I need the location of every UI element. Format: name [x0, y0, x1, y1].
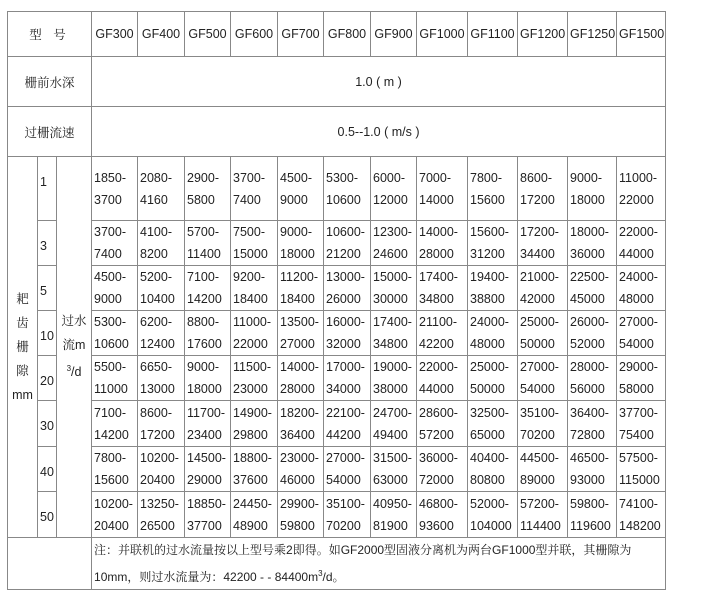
- flow-range-cell: 5500- 11000: [92, 356, 138, 401]
- flow-range-cell: 44500- 89000: [518, 447, 568, 492]
- flow-range-cell: 3700- 7400: [231, 157, 278, 221]
- flow-range-cell: 9200- 18400: [231, 266, 278, 311]
- flow-row: [8, 401, 666, 447]
- flow-range-cell: 25000- 50000: [468, 356, 518, 401]
- model-name: GF700: [278, 12, 324, 57]
- flow-range-cell: 2900- 5800: [185, 157, 231, 221]
- flow-range-cell: 32500- 65000: [468, 401, 518, 447]
- flow-range-cell: 22000- 44000: [417, 356, 468, 401]
- flow-range-cell: 46500- 93000: [568, 447, 617, 492]
- flow-range-cell: 57500- 115000: [617, 447, 666, 492]
- model-name: GF1200: [518, 12, 568, 57]
- flow-row: [8, 221, 666, 266]
- flow-range-cell: 10600- 21200: [324, 221, 371, 266]
- flow-range-cell: 23000- 46000: [278, 447, 324, 492]
- velocity-row: [8, 107, 666, 157]
- depth-value: 1.0 ( m ): [92, 57, 666, 107]
- flow-range-cell: 5300- 10600: [324, 157, 371, 221]
- flow-range-cell: 7100- 14200: [185, 266, 231, 311]
- flow-range-cell: 9000- 18000: [568, 157, 617, 221]
- flow-range-cell: 37700- 75400: [617, 401, 666, 447]
- flow-range-cell: 13500- 27000: [278, 311, 324, 356]
- flow-range-cell: 52000- 104000: [468, 492, 518, 538]
- flow-range-cell: 59800- 119600: [568, 492, 617, 538]
- gap-axis-label: 耙齿栅隙mm: [8, 157, 38, 538]
- flow-range-cell: 8800- 17600: [185, 311, 231, 356]
- model-name: GF800: [324, 12, 371, 57]
- flow-range-cell: 7500- 15000: [231, 221, 278, 266]
- flow-range-cell: 11500- 23000: [231, 356, 278, 401]
- flow-range-cell: 40950- 81900: [371, 492, 417, 538]
- flow-range-cell: 28000- 56000: [568, 356, 617, 401]
- flow-range-cell: 13250- 26500: [138, 492, 185, 538]
- velocity-label: 过栅流速: [8, 107, 92, 157]
- footnote-superscript: 3: [318, 569, 323, 578]
- flow-row: [8, 492, 666, 538]
- flow-range-cell: 14000- 28000: [278, 356, 324, 401]
- flow-range-cell: 4100- 8200: [138, 221, 185, 266]
- flow-row: [8, 157, 666, 221]
- footnote: [92, 538, 666, 590]
- flow-range-cell: 14500- 29000: [185, 447, 231, 492]
- flow-range-cell: 19400- 38800: [468, 266, 518, 311]
- model-header-label: 型 号: [8, 12, 92, 57]
- flow-range-cell: 4500- 9000: [278, 157, 324, 221]
- flow-range-cell: 7800- 15600: [92, 447, 138, 492]
- flow-range-cell: 16000- 32000: [324, 311, 371, 356]
- flow-range-cell: 6650- 13000: [138, 356, 185, 401]
- flow-range-cell: 9000- 18000: [185, 356, 231, 401]
- flow-range-cell: 1850- 3700: [92, 157, 138, 221]
- depth-label: 栅前水深: [8, 57, 92, 107]
- flow-range-cell: 24000- 48000: [617, 266, 666, 311]
- flow-range-cell: 9000- 18000: [278, 221, 324, 266]
- flow-range-cell: 22000- 44000: [617, 221, 666, 266]
- flow-range-cell: 5300- 10600: [92, 311, 138, 356]
- model-name: GF400: [138, 12, 185, 57]
- flow-range-cell: 24000- 48000: [468, 311, 518, 356]
- flow-range-cell: 10200- 20400: [92, 492, 138, 538]
- gap-value: 5: [38, 266, 57, 311]
- model-name: GF1000: [417, 12, 468, 57]
- model-name: GF300: [92, 12, 138, 57]
- gap-value: 50: [38, 492, 57, 538]
- flow-range-cell: 46800- 93600: [417, 492, 468, 538]
- flow-range-cell: 3700- 7400: [92, 221, 138, 266]
- flow-range-cell: 24450- 48900: [231, 492, 278, 538]
- flow-range-cell: 18850- 37700: [185, 492, 231, 538]
- flow-range-cell: 29900- 59800: [278, 492, 324, 538]
- flow-range-cell: 10200- 20400: [138, 447, 185, 492]
- flow-range-cell: 6000- 12000: [371, 157, 417, 221]
- flow-range-cell: 17000- 34000: [324, 356, 371, 401]
- flow-range-cell: 18000- 36000: [568, 221, 617, 266]
- footnote-text: 注：并联机的过水流量按以上型号乘2即得。如GF2000型固液分离机为两台GF1000型并联，其栅隙为10mm，则过水流量为：42200 - - 84400m: [94, 543, 632, 584]
- flow-range-cell: 19000- 38000: [371, 356, 417, 401]
- flow-range-cell: 18200- 36400: [278, 401, 324, 447]
- flow-row: [8, 447, 666, 492]
- flow-axis-label: [57, 157, 92, 538]
- depth-row: [8, 57, 666, 107]
- flow-range-cell: 17200- 34400: [518, 221, 568, 266]
- gap-value: 3: [38, 221, 57, 266]
- spec-table: [7, 11, 666, 590]
- flow-range-cell: 27000- 54000: [518, 356, 568, 401]
- flow-range-cell: 22100- 44200: [324, 401, 371, 447]
- flow-row: [8, 266, 666, 311]
- flow-unit-rest: /d: [71, 365, 82, 380]
- model-name: GF1250: [568, 12, 617, 57]
- flow-range-cell: 15000- 30000: [371, 266, 417, 311]
- flow-unit-superscript: 3: [66, 364, 72, 374]
- model-name: GF600: [231, 12, 278, 57]
- flow-range-cell: 5700- 11400: [185, 221, 231, 266]
- flow-range-cell: 25000- 50000: [518, 311, 568, 356]
- flow-range-cell: 2080- 4160: [138, 157, 185, 221]
- flow-range-cell: 15600- 31200: [468, 221, 518, 266]
- velocity-value: 0.5--1.0 ( m/s ): [92, 107, 666, 157]
- flow-range-cell: 7800- 15600: [468, 157, 518, 221]
- flow-range-cell: 40400- 80800: [468, 447, 518, 492]
- flow-range-cell: 13000- 26000: [324, 266, 371, 311]
- gap-value: 40: [38, 447, 57, 492]
- flow-range-cell: 7100- 14200: [92, 401, 138, 447]
- flow-range-cell: 27000- 54000: [324, 447, 371, 492]
- note-spacer: [8, 538, 92, 590]
- flow-range-cell: 4500- 9000: [92, 266, 138, 311]
- flow-range-cell: 57200- 114400: [518, 492, 568, 538]
- flow-range-cell: 31500- 63000: [371, 447, 417, 492]
- flow-range-cell: 36000- 72000: [417, 447, 468, 492]
- flow-range-cell: 24700- 49400: [371, 401, 417, 447]
- flow-range-cell: 27000- 54000: [617, 311, 666, 356]
- flow-range-cell: 11000- 22000: [231, 311, 278, 356]
- flow-range-cell: 74100- 148200: [617, 492, 666, 538]
- model-name: GF1500: [617, 12, 666, 57]
- flow-range-cell: 29000- 58000: [617, 356, 666, 401]
- footnote-tail: /d。: [322, 570, 345, 584]
- model-name: GF900: [371, 12, 417, 57]
- flow-label-text: 过水流m: [61, 314, 87, 353]
- model-name: GF1100: [468, 12, 518, 57]
- flow-range-cell: 28600- 57200: [417, 401, 468, 447]
- flow-range-cell: 21100- 42200: [417, 311, 468, 356]
- flow-range-cell: 11000- 22000: [617, 157, 666, 221]
- flow-range-cell: 7000- 14000: [417, 157, 468, 221]
- flow-range-cell: 8600- 17200: [138, 401, 185, 447]
- gap-value: 1: [38, 157, 57, 221]
- note-row: [8, 538, 666, 590]
- model-name: GF500: [185, 12, 231, 57]
- flow-range-cell: 35100- 70200: [518, 401, 568, 447]
- flow-range-cell: 18800- 37600: [231, 447, 278, 492]
- gap-value: 10: [38, 311, 57, 356]
- model-header-row: [8, 12, 666, 57]
- flow-range-cell: 14900- 29800: [231, 401, 278, 447]
- flow-row: [8, 356, 666, 401]
- flow-range-cell: 17400- 34800: [417, 266, 468, 311]
- flow-range-cell: 21000- 42000: [518, 266, 568, 311]
- gap-value: 30: [38, 401, 57, 447]
- flow-range-cell: 36400- 72800: [568, 401, 617, 447]
- flow-range-cell: 6200- 12400: [138, 311, 185, 356]
- flow-range-cell: 17400- 34800: [371, 311, 417, 356]
- flow-range-cell: 35100- 70200: [324, 492, 371, 538]
- flow-row: [8, 311, 666, 356]
- flow-range-cell: 14000- 28000: [417, 221, 468, 266]
- flow-range-cell: 11700- 23400: [185, 401, 231, 447]
- gap-value: 20: [38, 356, 57, 401]
- flow-range-cell: 22500- 45000: [568, 266, 617, 311]
- flow-range-cell: 8600- 17200: [518, 157, 568, 221]
- flow-range-cell: 5200- 10400: [138, 266, 185, 311]
- flow-range-cell: 12300- 24600: [371, 221, 417, 266]
- flow-range-cell: 11200- 18400: [278, 266, 324, 311]
- flow-range-cell: 26000- 52000: [568, 311, 617, 356]
